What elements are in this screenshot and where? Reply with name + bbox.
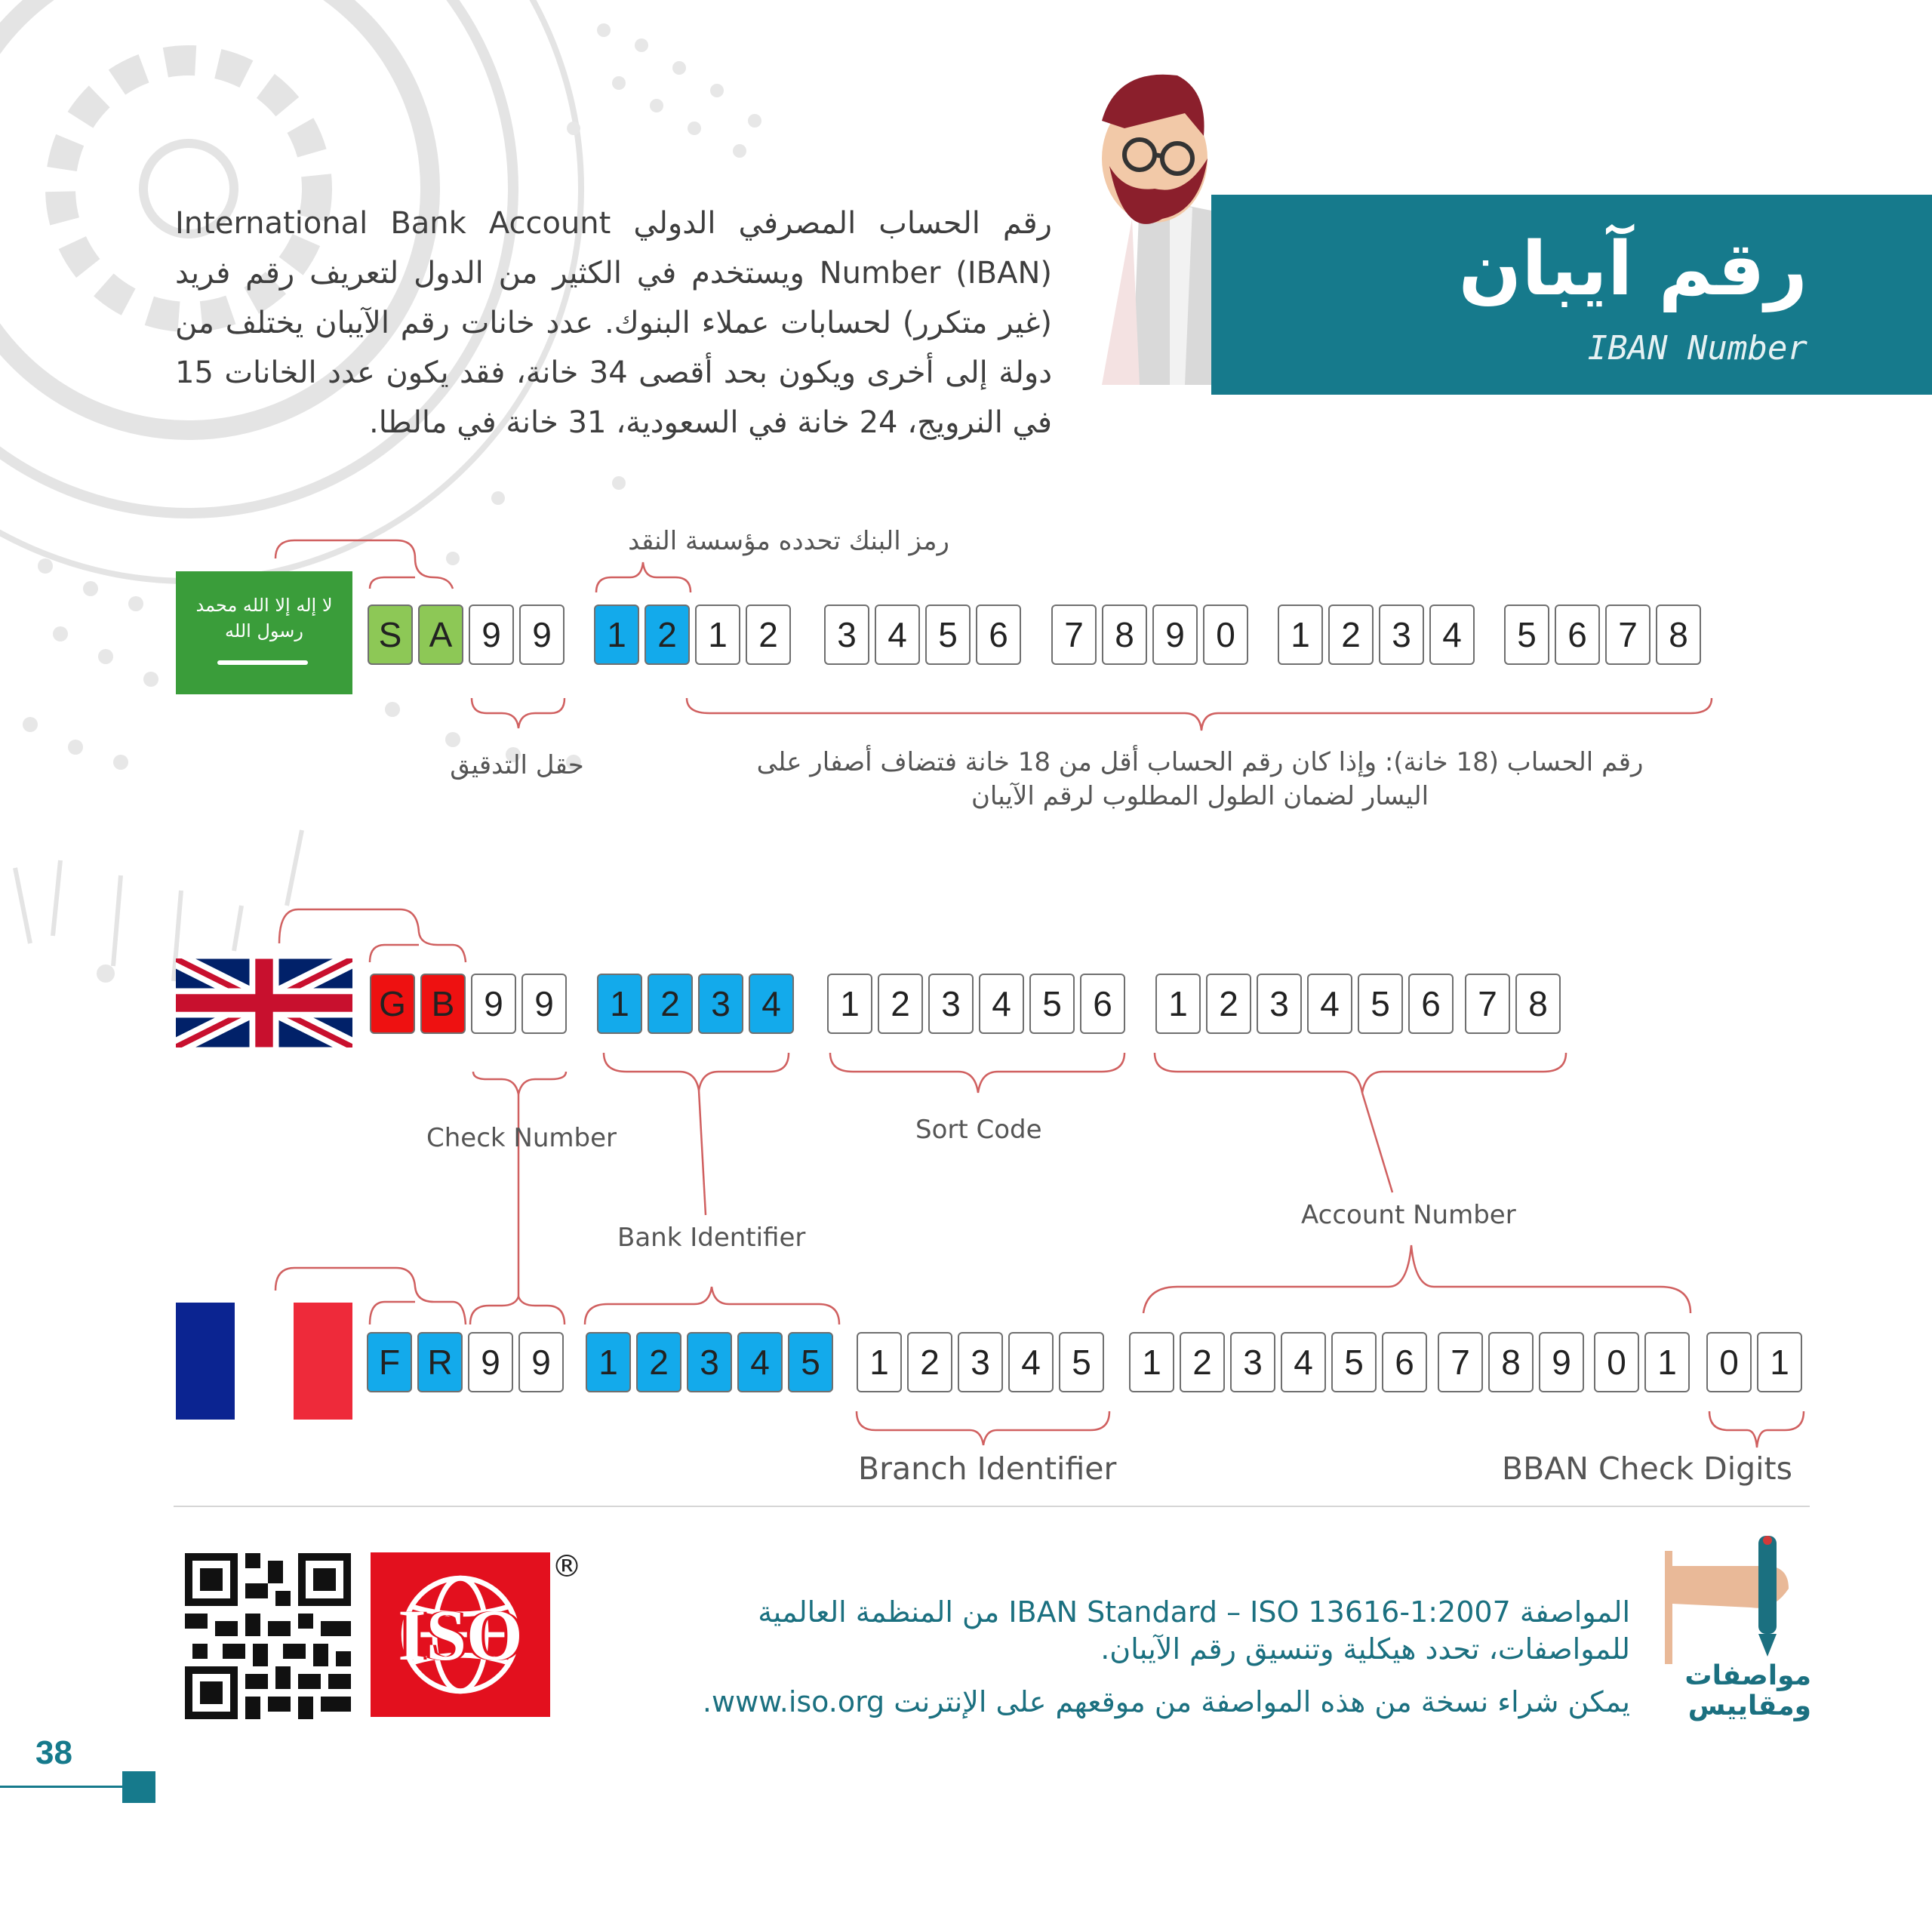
uk-sort-label: Sort Code: [915, 1115, 1042, 1145]
intro-paragraph: رقم الحساب المصرفي الدولي International Bank Account Number (IBAN) ويستخدم في الكثير من الدول لتعريف رقم فريد (غير متكرر) لحسابات عملاء البنوك. عدد خانات رقم الآيبان يختلف من دولة إلى أخرى ويكون بحد أقصى 34 خانة، فقد يكون عدد الخانات 15 في النرويج، 24 خانة في السعودية، 31 خانة في مالطا.: [175, 206, 1053, 440]
bban-check-label: BBAN Check Digits: [1502, 1451, 1792, 1487]
iban-digit: 4: [737, 1332, 783, 1392]
iban-digit: B: [420, 974, 466, 1034]
iban-digit: 3: [928, 974, 974, 1034]
iban-digit: 3: [687, 1332, 732, 1392]
brand-name-line-1: مواصفات: [1684, 1660, 1811, 1691]
page-title: رقم آيبان: [1458, 226, 1807, 312]
footer-line-1: المواصفة IBAN Standard – ISO 13616-1:2007 من المنظمة العالمية: [758, 1595, 1630, 1629]
iban-digit: A: [418, 605, 463, 665]
iban-digit: 1: [827, 974, 872, 1034]
saudi-bank-label: رمز البنك تحدده مؤسسة النقد: [628, 526, 949, 556]
brand-logo-icon: [1660, 1536, 1819, 1664]
iban-digit: 1: [594, 605, 639, 665]
saudi-check-label: حقل التدقيق: [450, 750, 584, 780]
iban-digit: 1: [695, 605, 740, 665]
iban-digit: 1: [1644, 1332, 1690, 1392]
iban-digit: 7: [1438, 1332, 1483, 1392]
iban-digit: 9: [519, 605, 565, 665]
iban-digit: 1: [857, 1332, 902, 1392]
iban-digit: 9: [469, 605, 514, 665]
iban-digit: 2: [645, 605, 690, 665]
iban-digit: 4: [979, 974, 1024, 1034]
iban-digit: 6: [1555, 605, 1600, 665]
page-number: 38: [35, 1734, 72, 1771]
iban-digit: 1: [1278, 605, 1323, 665]
account-number-label: Account Number: [1301, 1200, 1516, 1230]
iban-digit: 0: [1706, 1332, 1752, 1392]
branch-identifier-label: Branch Identifier: [858, 1451, 1117, 1487]
iban-digit: 1: [586, 1332, 631, 1392]
footer-divider: [174, 1506, 1810, 1507]
iban-digit: 1: [1757, 1332, 1802, 1392]
iban-digit: 6: [1382, 1332, 1427, 1392]
page-subtitle: IBAN Number: [1587, 329, 1807, 368]
iban-digit: 0: [1203, 605, 1248, 665]
iban-digit: 4: [875, 605, 920, 665]
iban-digit: 6: [1080, 974, 1125, 1034]
brand-name-line-2: ومقاييس: [1687, 1690, 1811, 1721]
iban-digit: 0: [1594, 1332, 1639, 1392]
iban-digit: 8: [1515, 974, 1561, 1034]
iban-digit: R: [417, 1332, 463, 1392]
footer-line-3: يمكن شراء نسخة من هذه المواصفة من موقعهم على الإنترنت www.iso.org.: [702, 1685, 1630, 1718]
iban-digit: 7: [1465, 974, 1510, 1034]
bank-identifier-label: Bank Identifier: [617, 1223, 806, 1253]
iban-digit: 2: [878, 974, 923, 1034]
iban-digit: 3: [698, 974, 743, 1034]
iban-digit: 5: [1059, 1332, 1104, 1392]
iban-digit: 2: [1206, 974, 1251, 1034]
iban-digit: 5: [1331, 1332, 1377, 1392]
qr-code: [185, 1553, 351, 1719]
iban-digit: 4: [749, 974, 794, 1034]
uk-france-braces: [0, 868, 1932, 1487]
iban-digit: 2: [648, 974, 693, 1034]
iban-digit: 3: [824, 605, 869, 665]
iban-digit: 5: [925, 605, 971, 665]
saudi-account-label-line1: رقم الحساب (18 خانة): وإذا كان رقم الحساب أقل من 18 خانة فتضاف أصفار على: [756, 747, 1644, 777]
footer-line-2: للمواصفات، تحدد هيكلية وتنسيق رقم الآيبان.: [1100, 1632, 1630, 1666]
iban-digit: 9: [1152, 605, 1198, 665]
iban-digit: 7: [1605, 605, 1651, 665]
iban-digit: 1: [1155, 974, 1201, 1034]
saudi-flag-text: لا إله إلا الله محمد رسول الله: [195, 595, 333, 641]
iban-digit: 3: [958, 1332, 1003, 1392]
uk-check-label: Check Number: [426, 1123, 617, 1153]
iban-digit: 6: [976, 605, 1021, 665]
iban-digit: 2: [907, 1332, 952, 1392]
iban-digit: 9: [468, 1332, 513, 1392]
iban-digit: 1: [1129, 1332, 1174, 1392]
iban-digit: 4: [1429, 605, 1475, 665]
iban-digit: 9: [521, 974, 567, 1034]
iban-digit: 9: [518, 1332, 564, 1392]
iban-digit: 2: [746, 605, 791, 665]
iban-digit: 3: [1230, 1332, 1275, 1392]
iban-digit: 8: [1656, 605, 1701, 665]
page-number-marker: [122, 1771, 155, 1803]
iban-digit: 1: [597, 974, 642, 1034]
iban-digit: 5: [788, 1332, 833, 1392]
iban-digit: 6: [1408, 974, 1454, 1034]
iban-digit: G: [370, 974, 415, 1034]
iban-digit: 2: [1180, 1332, 1225, 1392]
iban-digit: 5: [1029, 974, 1075, 1034]
saudi-account-label-line2: اليسار لضمان الطول المطلوب لرقم الآيبان: [971, 781, 1429, 811]
iban-digit: F: [367, 1332, 412, 1392]
iso-logo: [371, 1552, 550, 1717]
iban-digit: 5: [1358, 974, 1403, 1034]
iso-logo-text: ISO: [398, 1595, 523, 1675]
iban-digit: S: [368, 605, 413, 665]
iban-digit: 4: [1008, 1332, 1054, 1392]
iban-digit: 8: [1102, 605, 1147, 665]
iban-digit: 2: [1328, 605, 1374, 665]
saudi-braces: [0, 0, 1932, 830]
iban-digit: 4: [1281, 1332, 1326, 1392]
page-number-rule: [0, 1786, 125, 1788]
registered-mark: ®: [552, 1549, 582, 1584]
iban-digit: 4: [1307, 974, 1352, 1034]
iban-digit: 2: [636, 1332, 681, 1392]
iban-digit: 9: [471, 974, 516, 1034]
iban-digit: 9: [1539, 1332, 1584, 1392]
iban-digit: 3: [1379, 605, 1424, 665]
iban-digit: 7: [1051, 605, 1097, 665]
iban-digit: 3: [1257, 974, 1302, 1034]
iban-digit: 8: [1488, 1332, 1534, 1392]
iban-digit: 5: [1504, 605, 1549, 665]
